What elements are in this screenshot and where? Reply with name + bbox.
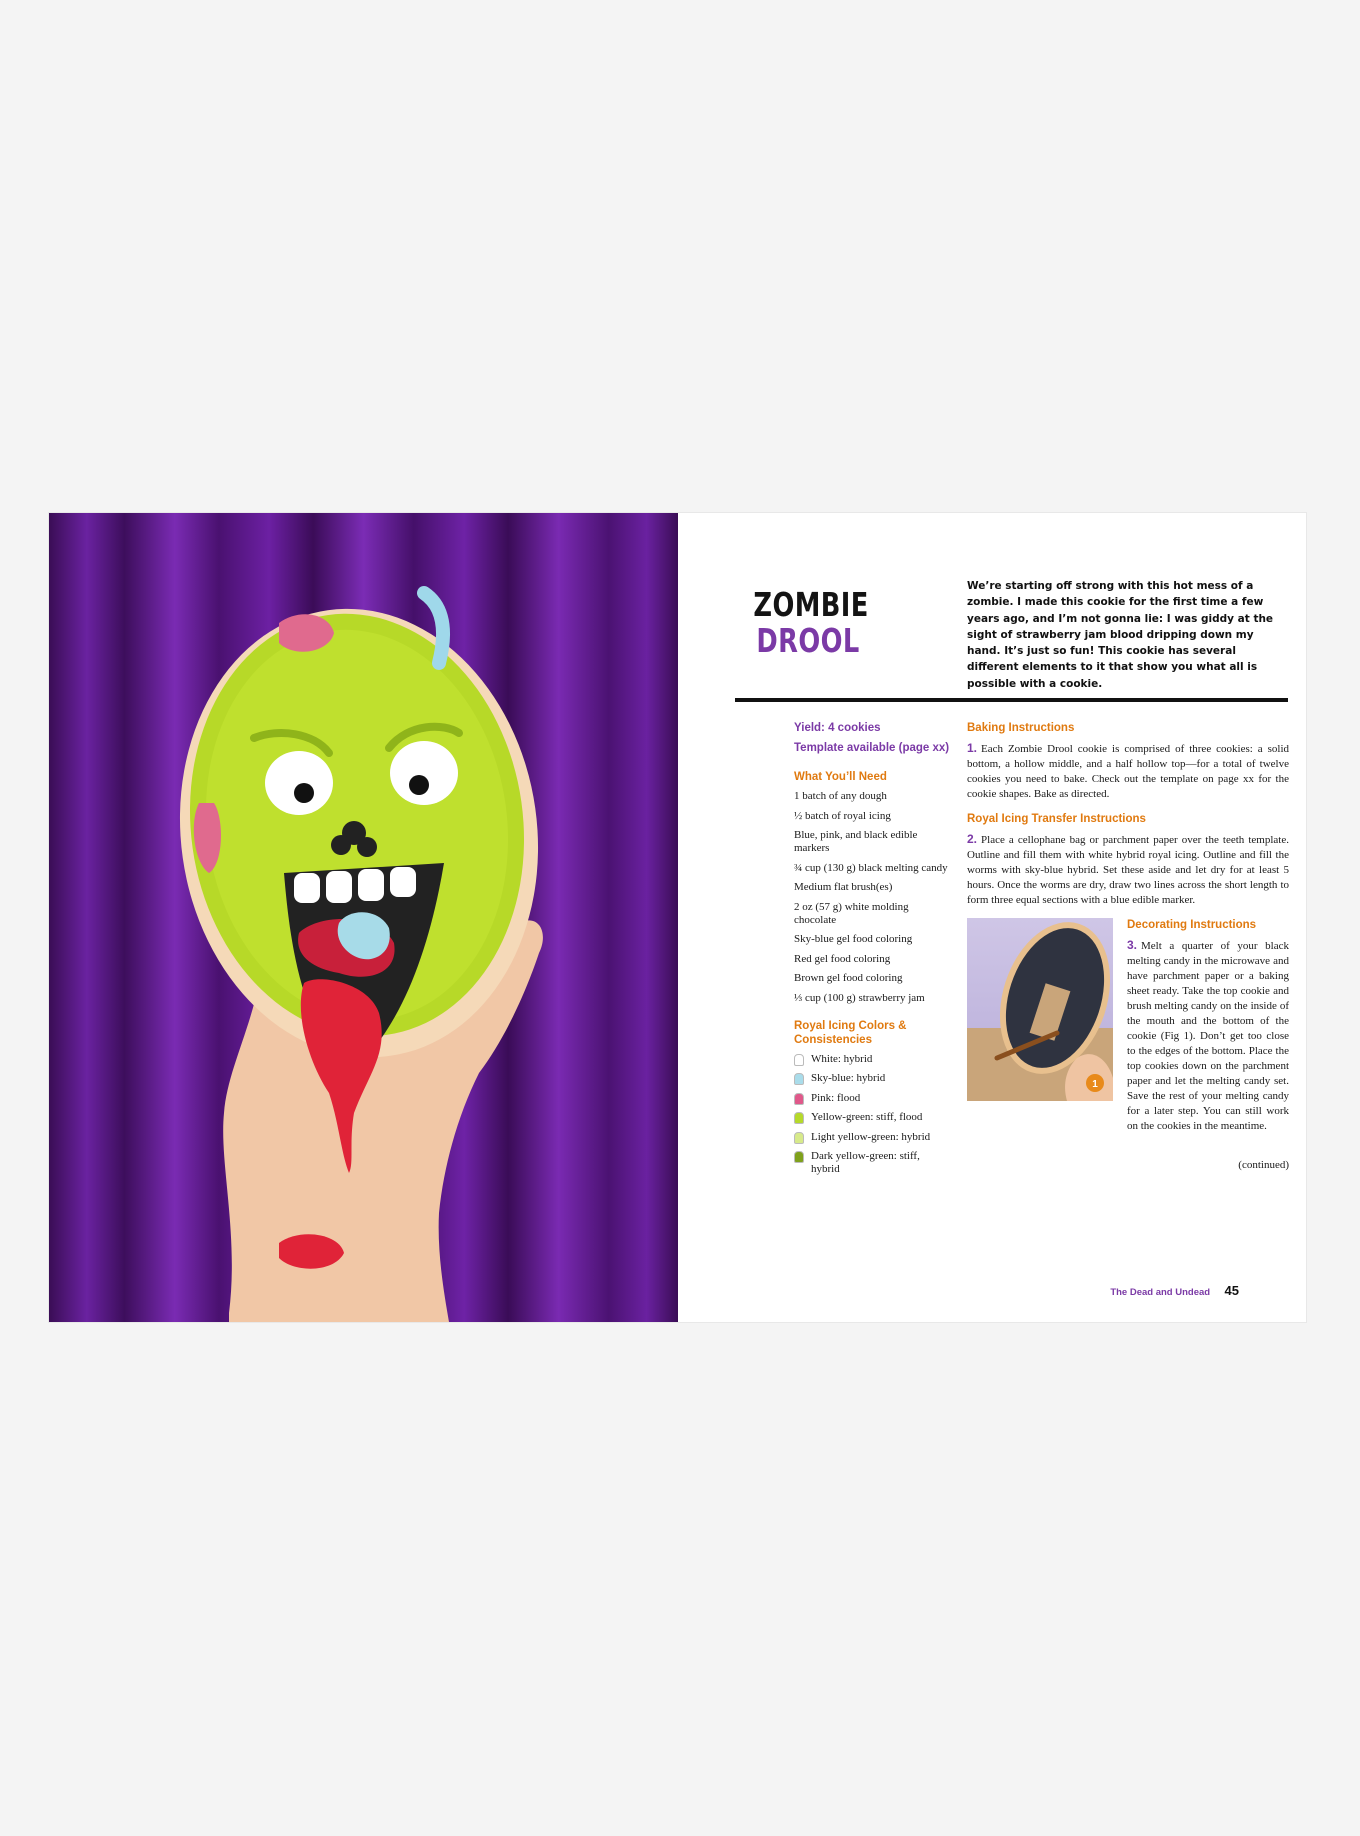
icing-bag-icon [794, 1054, 804, 1066]
icing-label: Pink: flood [811, 1091, 861, 1104]
title-line-1: ZOMBIE [753, 585, 869, 624]
step-text: Each Zombie Drool cookie is comprised of three cookies: a solid bottom, a hollow middle, and a half hollow top—for a total of twelve cookies you need to bake. Check out the template on page xx for the cookie shapes. Bake as directed. [967, 743, 1289, 800]
step-3 [1127, 938, 1289, 1134]
ingredient-item: ¾ cup (130 g) black melting candy [794, 861, 948, 874]
transfer-heading: Royal Icing Transfer Instructions [967, 813, 1146, 825]
fig-label: 1 [1092, 1079, 1098, 1090]
decorating-section [967, 918, 1289, 1178]
icing-bag-icon [794, 1093, 804, 1105]
ingredient-item: Blue, pink, and black edible markers [794, 829, 918, 854]
icing-label: Sky-blue: hybrid [811, 1072, 886, 1084]
icing-label: Yellow-green: stiff, flood [811, 1111, 923, 1123]
ingredient-item: ⅓ cup (100 g) strawberry jam [794, 991, 925, 1004]
icing-item [794, 1111, 950, 1124]
ingredient-list [794, 790, 950, 1005]
ingredient-item: Brown gel food coloring [794, 972, 903, 984]
figure-1-photo [967, 918, 1113, 1101]
icing-item [794, 1072, 950, 1085]
need-heading: What You’ll Need [794, 771, 887, 783]
template-note: Template available (page xx) [794, 742, 950, 754]
ingredient-item: 2 oz (57 g) white molding chocolate [794, 900, 909, 926]
icing-label: Dark yellow-green: stiff, hybrid [811, 1150, 920, 1175]
cookie-illustration [49, 513, 678, 1322]
icing-heading: Royal Icing Colors & Consistencies [794, 1019, 907, 1046]
ingredient-item: Medium flat brush(es) [794, 881, 893, 893]
icing-item [794, 1131, 950, 1144]
step-number: 3. [1127, 938, 1138, 952]
icing-item [794, 1092, 950, 1105]
decorating-heading: Decorating Instructions [1127, 919, 1257, 931]
icing-color-list [794, 1053, 950, 1177]
icing-label: Light yellow-green: hybrid [811, 1130, 931, 1143]
section-divider [735, 698, 1288, 702]
step-number: 1. [967, 741, 978, 755]
fig-illustration [967, 918, 1113, 1101]
step-text: Melt a quarter of your black melting candy in the microwave and have parchment paper or a baking sheet ready. Take the top cookie and brush melting candy on the inside of the mouth and the bottom of the cookie (Fig 1). Don’t get too close to the edges of the bottom. Place the top cookies down on the parchment paper and let the melting candy set. Save the rest of your melting candy for a later step. You can still work on the cookies in the meantime. [1127, 940, 1289, 1132]
intro-paragraph: We’re starting off strong with this hot mess of a zombie. I made this cookie for the first time a few years ago, and I’m not gonna lie: I was giddy at the sight of strawberry jam blood dripping down my hand. It’s just so fun! This cookie has several different elements to it that show you what all is possible with a cookie. [967, 580, 1274, 690]
page-number: 45 [1224, 1283, 1239, 1298]
yield: Yield: 4 cookies [794, 722, 881, 734]
recipe-page [678, 513, 1306, 1322]
step-2 [967, 832, 1289, 908]
step-text: Place a cellophane bag or parchment paper over the teeth template. Outline and fill them with white hybrid royal icing. Outline and fill the worms with sky-blue hybrid. Set these aside and let dry for at least 5 hours. Once the worms are dry, draw two lines across the short length to form three equal sections with a blue edible marker. [967, 834, 1289, 906]
step-number: 2. [967, 832, 978, 846]
continued-note: (continued) [1238, 1159, 1289, 1171]
baking-heading: Baking Instructions [967, 722, 1075, 734]
icing-label: White: hybrid [811, 1052, 873, 1065]
page-footer [1110, 1282, 1239, 1300]
icing-item [794, 1150, 950, 1176]
ingredient-item: Red gel food coloring [794, 952, 891, 965]
decorating-text [1127, 918, 1289, 1144]
icing-item [794, 1053, 950, 1066]
title-line-2: DROOL [756, 621, 860, 660]
zombie-cookie-photo [49, 513, 678, 1322]
icing-bag-icon [794, 1132, 804, 1144]
ingredients-column [794, 721, 950, 1183]
icing-bag-icon [794, 1151, 804, 1163]
footer-section-name: The Dead and Undead [1110, 1287, 1211, 1298]
icing-bag-icon [794, 1073, 804, 1085]
ingredient-item: ½ batch of royal icing [794, 809, 891, 822]
recipe-title [738, 587, 878, 659]
step-1 [967, 741, 1289, 802]
book-spread [49, 513, 1306, 1322]
ingredient-item: 1 batch of any dough [794, 790, 887, 802]
instructions-column [967, 721, 1289, 1178]
icing-bag-icon [794, 1112, 804, 1124]
ingredient-item: Sky-blue gel food coloring [794, 933, 913, 945]
